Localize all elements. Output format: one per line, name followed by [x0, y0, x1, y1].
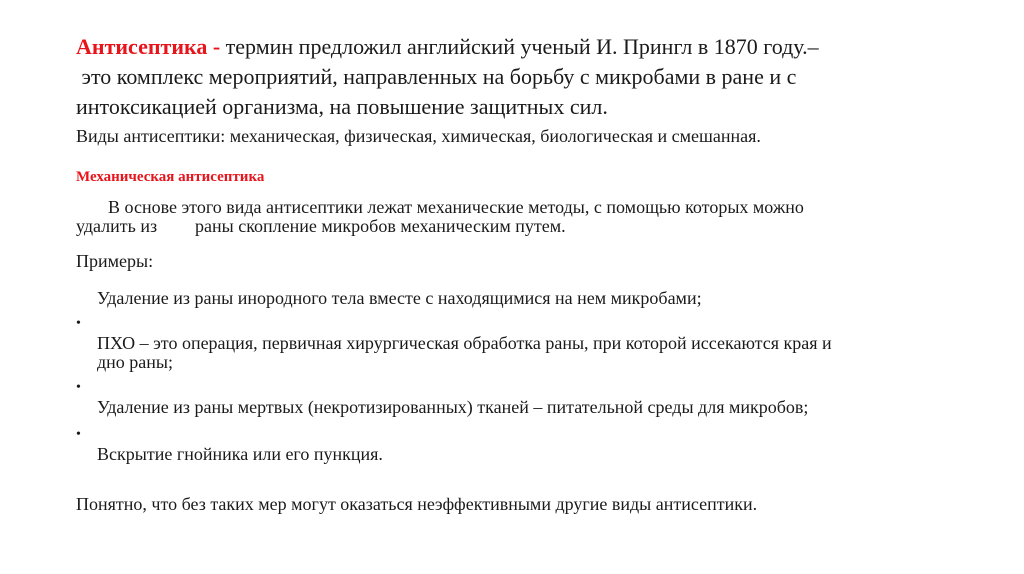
intro-line-2b: раны скопление микробов механическим путем. — [195, 216, 566, 236]
definition-line-2: это комплекс мероприятий, направленных на борьбу с микробами в ране и с — [76, 64, 797, 89]
bullet-marker: • — [76, 380, 81, 395]
definition-line-1-text: термин предложил английский ученый И. Прингл в 1870 году.– — [225, 34, 819, 59]
example-item-3: Удаление из раны мертвых (некротизированных) тканей – питательной среды для микробов; — [97, 397, 809, 417]
conclusion: Понятно, что без таких мер могут оказаться неэффективными другие виды антисептики. — [76, 494, 758, 514]
bullet-marker: • — [76, 427, 81, 442]
definition-line-3: интоксикацией организма, на повышение защитных сил. — [76, 94, 608, 119]
examples-label: Примеры: — [76, 251, 154, 271]
example-item-2-cont: дно раны; — [97, 352, 174, 372]
types-line: Виды антисептики: механическая, физическая, химическая, биологическая и смешанная. — [76, 126, 761, 146]
example-item-2: ПХО – это операция, первичная хирургическая обработка раны, при которой иссекаются края и — [97, 333, 832, 353]
example-item-4: Вскрытие гнойника или его пункция. — [97, 444, 383, 464]
intro-line-1: В основе этого вида антисептики лежат механические методы, с помощью которых можно — [108, 197, 804, 217]
definition-block — [76, 32, 819, 122]
section-heading: Механическая антисептика — [76, 169, 265, 185]
bullet-marker: • — [76, 316, 81, 331]
definition-line-1 — [76, 32, 819, 62]
term-antiseptic: Антисептика - — [76, 34, 226, 59]
intro-line-2a: удалить из — [76, 216, 158, 236]
example-item-1: Удаление из раны инородного тела вместе с находящимися на нем микробами; — [97, 288, 702, 308]
